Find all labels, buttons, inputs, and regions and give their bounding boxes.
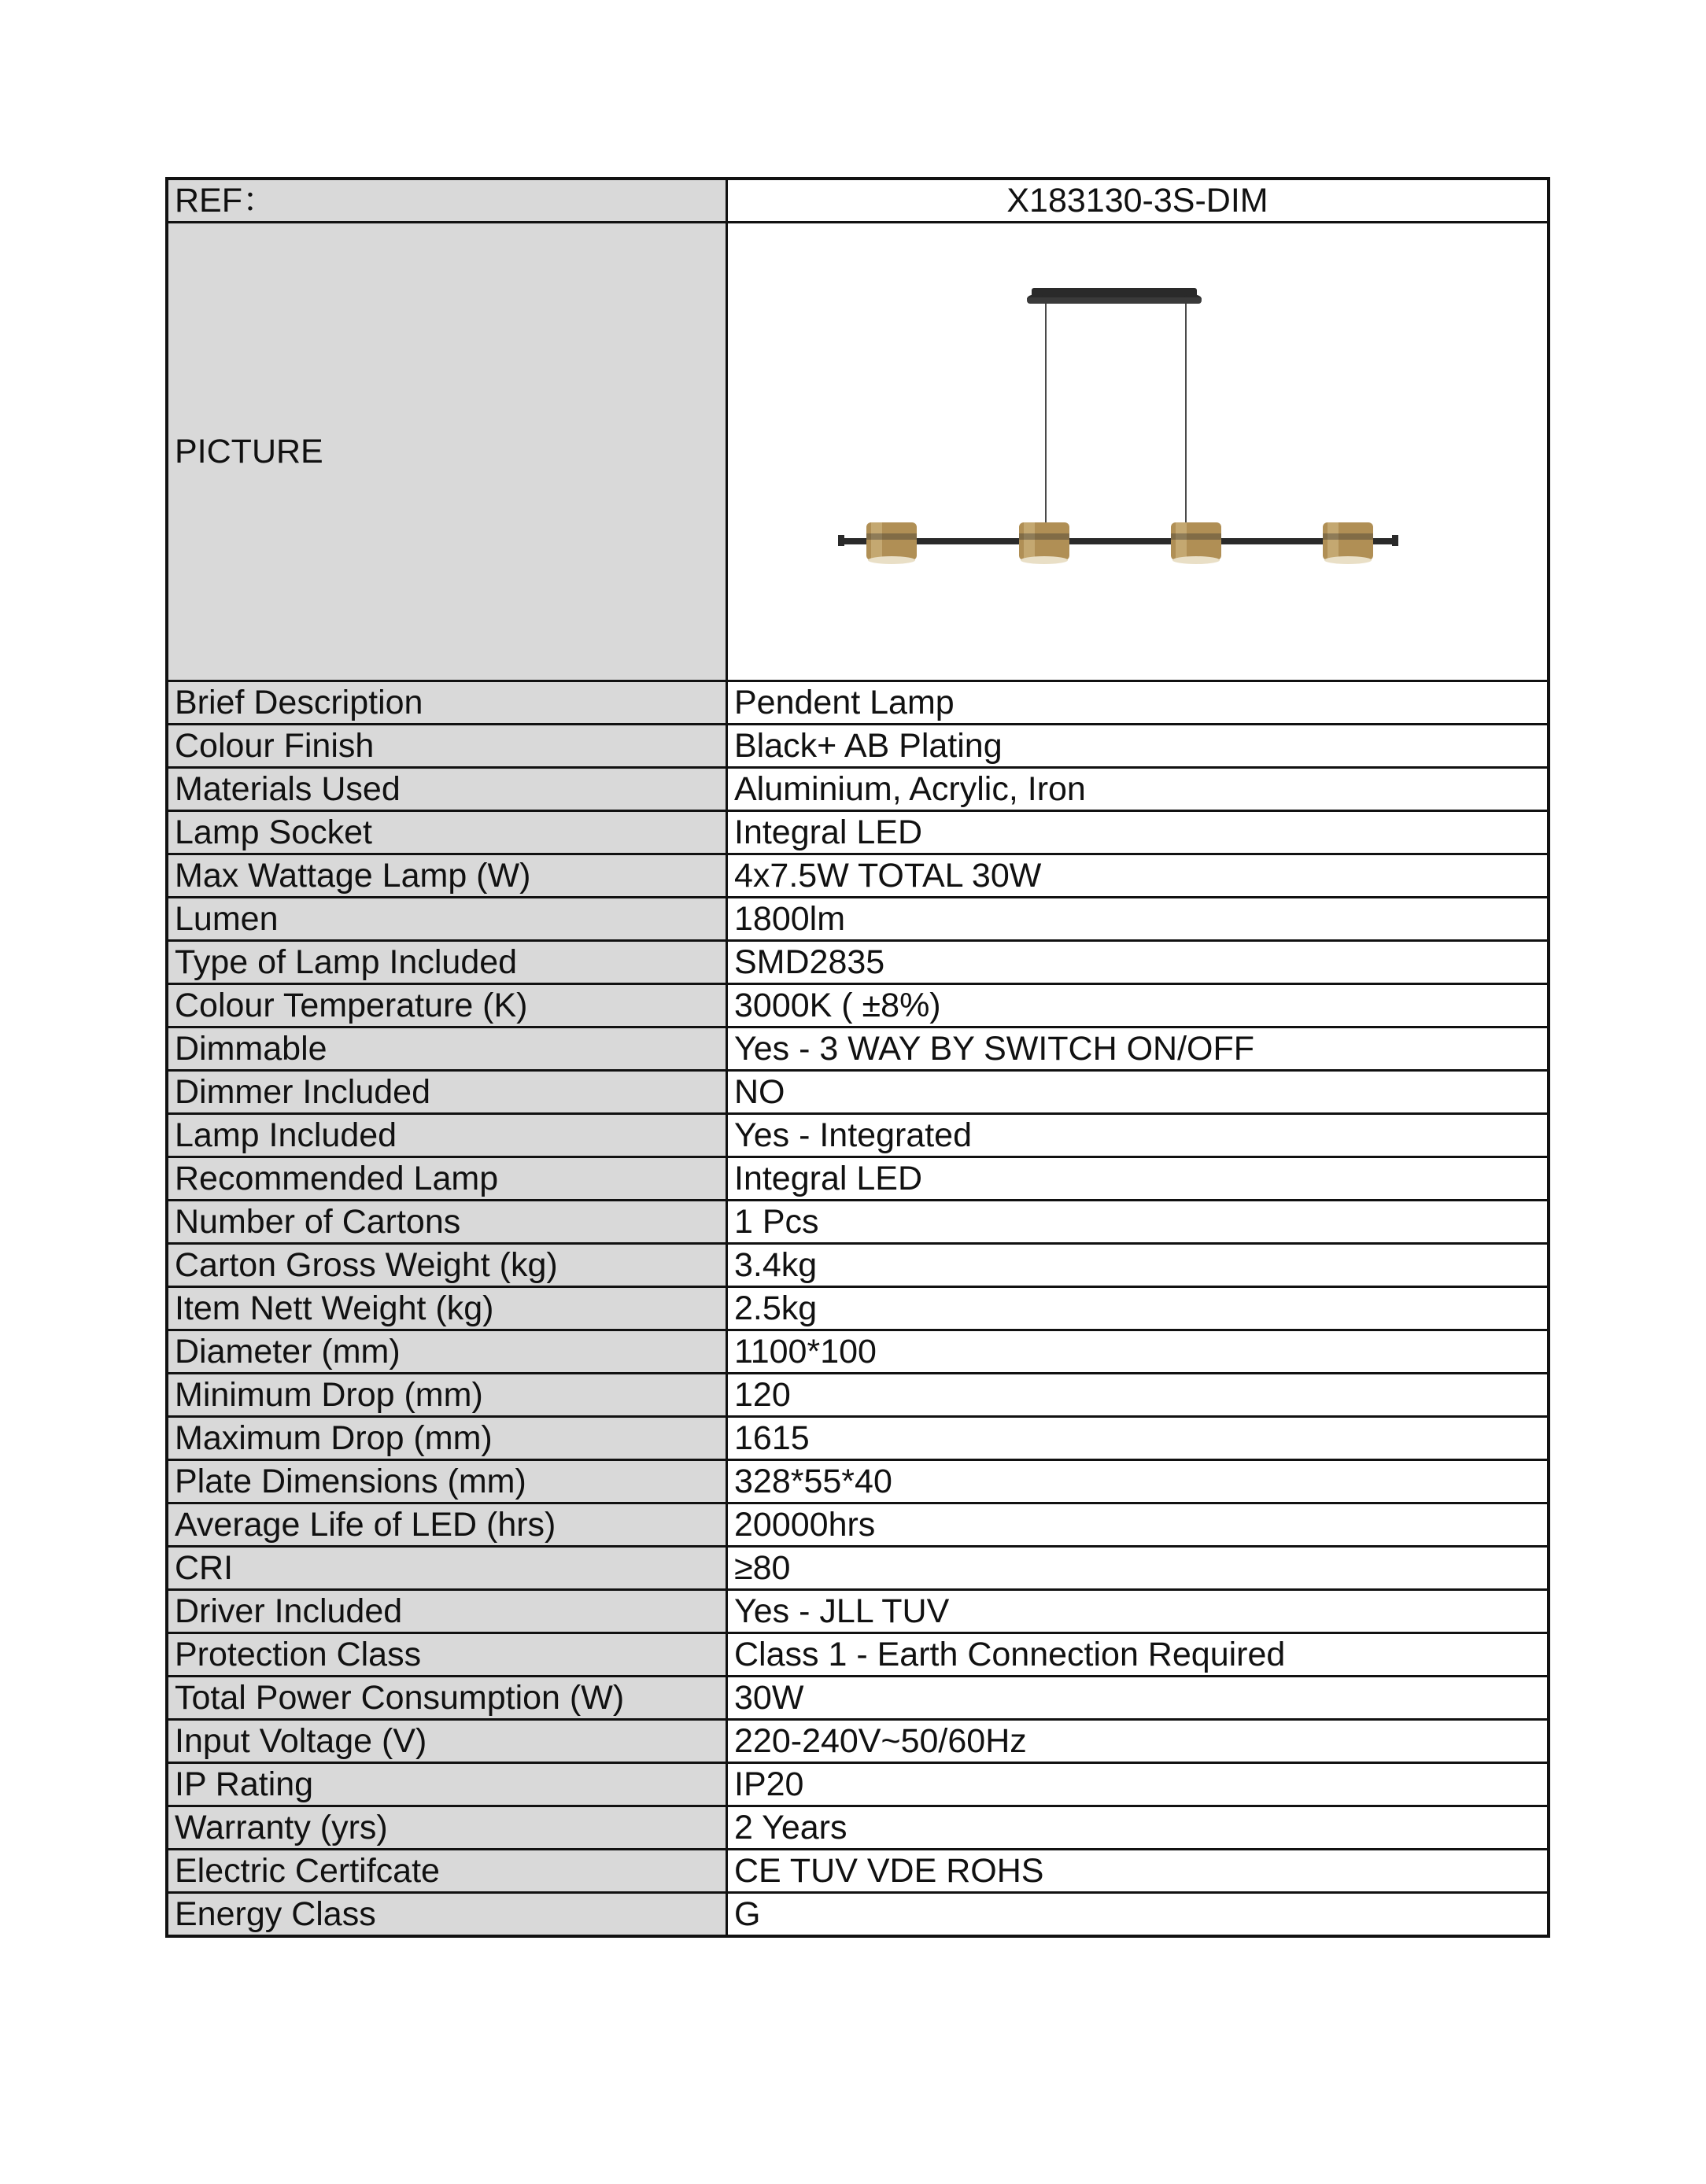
spec-row: [167, 1893, 1549, 1937]
spec-label: Total Power Consumption (W): [167, 1677, 727, 1720]
picture-cell: [727, 223, 1549, 681]
spec-label: Recommended Lamp: [167, 1157, 727, 1201]
lamp-head: [1171, 522, 1221, 564]
spec-label: Dimmer Included: [167, 1071, 727, 1114]
spec-label: Item Nett Weight (kg): [167, 1287, 727, 1330]
spec-row: [167, 1633, 1549, 1677]
spec-value: NO: [727, 1071, 1549, 1114]
spec-row: [167, 1374, 1549, 1417]
spec-label: Input Voltage (V): [167, 1720, 727, 1763]
spec-sheet-table: [165, 177, 1550, 1938]
spec-row: [167, 1850, 1549, 1893]
spec-label: Lumen: [167, 898, 727, 941]
spec-value: 2.5kg: [727, 1287, 1549, 1330]
spec-value: ≥80: [727, 1547, 1549, 1590]
spec-value: IP20: [727, 1763, 1549, 1806]
spec-row: [167, 1287, 1549, 1330]
spec-label: Lamp Included: [167, 1114, 727, 1157]
spec-row: [167, 984, 1549, 1027]
spec-value: 30W: [727, 1677, 1549, 1720]
spec-row: [167, 941, 1549, 984]
spec-value: 4x7.5W TOTAL 30W: [727, 854, 1549, 898]
bar-end-cap: [838, 535, 844, 546]
spec-label: Plate Dimensions (mm): [167, 1460, 727, 1503]
spec-label: Carton Gross Weight (kg): [167, 1244, 727, 1287]
spec-row: [167, 725, 1549, 768]
bar-end-cap: [1392, 535, 1398, 546]
spec-row: [167, 1503, 1549, 1547]
lamp-head: [866, 522, 917, 564]
spec-value: 20000hrs: [727, 1503, 1549, 1547]
spec-row: [167, 1114, 1549, 1157]
spec-value: 328*55*40: [727, 1460, 1549, 1503]
spec-value: Integral LED: [727, 811, 1549, 854]
spec-row: [167, 854, 1549, 898]
spec-sheet-body: [167, 179, 1549, 1936]
spec-label: Average Life of LED (hrs): [167, 1503, 727, 1547]
spec-row: [167, 1806, 1549, 1850]
spec-value: 220-240V~50/60Hz: [727, 1720, 1549, 1763]
spec-label: Number of Cartons: [167, 1201, 727, 1244]
spec-value: 120: [727, 1374, 1549, 1417]
spec-value: Yes - JLL TUV: [727, 1590, 1549, 1633]
ref-label: REF：: [167, 179, 727, 223]
spec-value: Yes - Integrated: [727, 1114, 1549, 1157]
spec-value: 1 Pcs: [727, 1201, 1549, 1244]
spec-row: [167, 1763, 1549, 1806]
spec-label: Warranty (yrs): [167, 1806, 727, 1850]
spec-value: Aluminium, Acrylic, Iron: [727, 768, 1549, 811]
spec-label: Driver Included: [167, 1590, 727, 1633]
spec-value: 1800lm: [727, 898, 1549, 941]
spec-row: [167, 1330, 1549, 1374]
spec-label: Materials Used: [167, 768, 727, 811]
spec-row: [167, 681, 1549, 725]
spec-value: 3000K ( ±8%): [727, 984, 1549, 1027]
picture-row: [167, 223, 1549, 681]
lamp-head: [1323, 522, 1373, 564]
spec-value: Yes - 3 WAY BY SWITCH ON/OFF: [727, 1027, 1549, 1071]
spec-label: Diameter (mm): [167, 1330, 727, 1374]
spec-label: Colour Temperature (K): [167, 984, 727, 1027]
spec-label: Brief Description: [167, 681, 727, 725]
spec-row: [167, 1547, 1549, 1590]
spec-row: [167, 768, 1549, 811]
spec-row: [167, 1417, 1549, 1460]
spec-label: Energy Class: [167, 1893, 727, 1937]
spec-row: [167, 1460, 1549, 1503]
spec-label: Max Wattage Lamp (W): [167, 854, 727, 898]
spec-label: Lamp Socket: [167, 811, 727, 854]
spec-row: [167, 811, 1549, 854]
spec-value: Class 1 - Earth Connection Required: [727, 1633, 1549, 1677]
spec-value: 3.4kg: [727, 1244, 1549, 1287]
spec-label: Type of Lamp Included: [167, 941, 727, 984]
spec-label: Electric Certifcate: [167, 1850, 727, 1893]
horizontal-bar: [838, 538, 1397, 544]
spec-value: CE TUV VDE ROHS: [727, 1850, 1549, 1893]
ceiling-plate-base: [1027, 297, 1202, 304]
spec-row: [167, 1027, 1549, 1071]
spec-label: Minimum Drop (mm): [167, 1374, 727, 1417]
spec-row: [167, 898, 1549, 941]
spec-row: [167, 1157, 1549, 1201]
spec-value: 1100*100: [727, 1330, 1549, 1374]
spec-value: Pendent Lamp: [727, 681, 1549, 725]
lamp-head: [1019, 522, 1069, 564]
ref-row: [167, 179, 1549, 223]
spec-row: [167, 1677, 1549, 1720]
spec-label: IP Rating: [167, 1763, 727, 1806]
spec-value: SMD2835: [727, 941, 1549, 984]
spec-value: Integral LED: [727, 1157, 1549, 1201]
spec-label: Dimmable: [167, 1027, 727, 1071]
spec-row: [167, 1201, 1549, 1244]
spec-value: 1615: [727, 1417, 1549, 1460]
spec-label: Maximum Drop (mm): [167, 1417, 727, 1460]
spec-row: [167, 1720, 1549, 1763]
spec-label: CRI: [167, 1547, 727, 1590]
picture-label: PICTURE: [167, 223, 727, 681]
spec-value: 2 Years: [727, 1806, 1549, 1850]
spec-value: Black+ AB Plating: [727, 725, 1549, 768]
spec-label: Colour Finish: [167, 725, 727, 768]
spec-row: [167, 1071, 1549, 1114]
pendant-lamp-product-image: [728, 223, 1546, 680]
spec-row: [167, 1244, 1549, 1287]
spec-row: [167, 1590, 1549, 1633]
ref-value: X183130-3S-DIM: [727, 179, 1549, 223]
spec-value: G: [727, 1893, 1549, 1937]
spec-label: Protection Class: [167, 1633, 727, 1677]
